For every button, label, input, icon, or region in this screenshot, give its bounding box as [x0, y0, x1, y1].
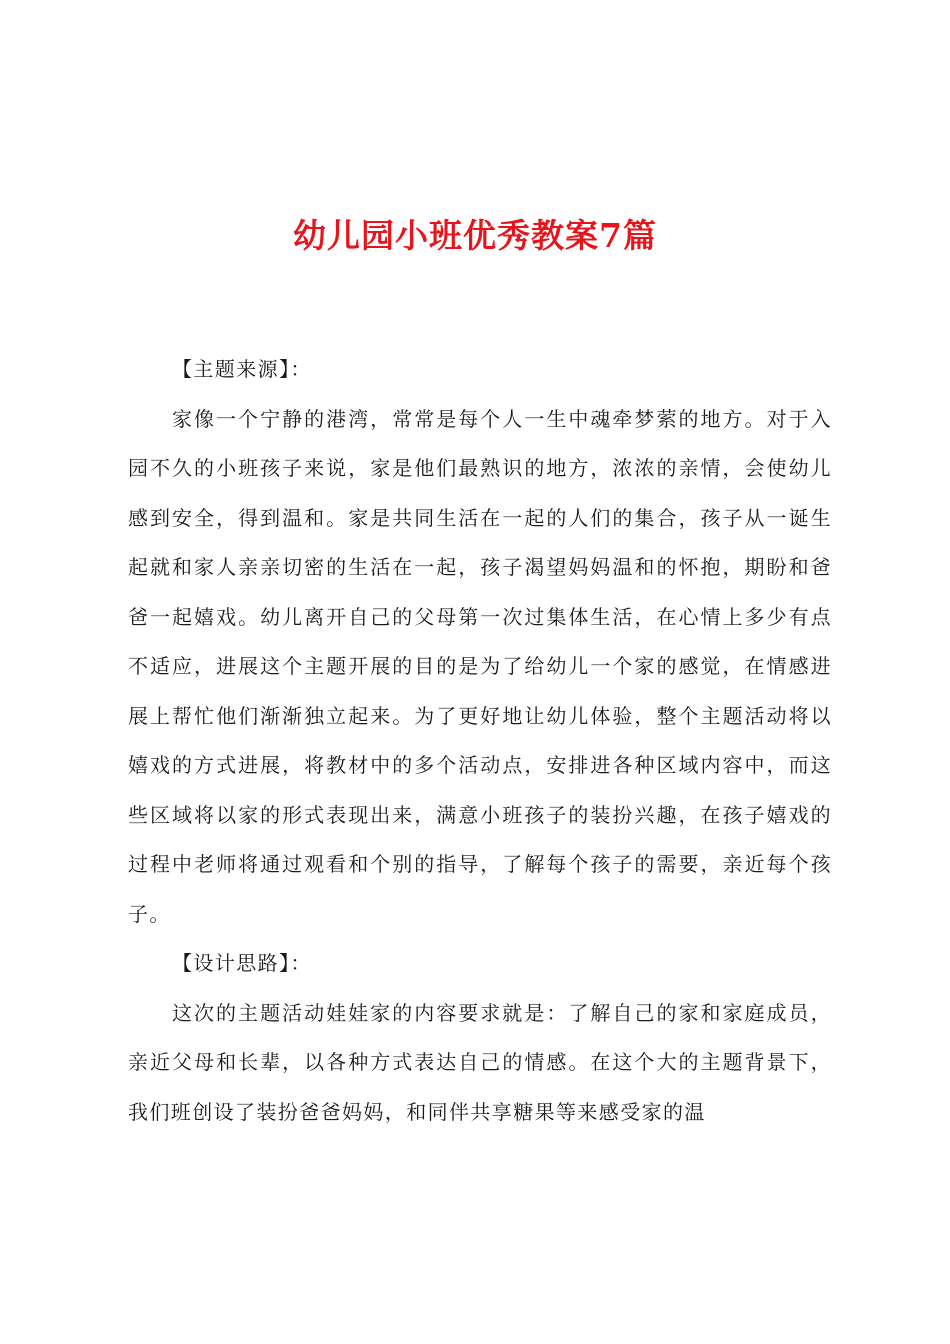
document-body [128, 345, 832, 1137]
section-heading-design-idea: 【设计思路】： [172, 951, 312, 975]
document-title: 幼儿园小班优秀教案7篇 [293, 216, 657, 255]
section-heading-topic-source: 【主题来源】： [172, 357, 312, 381]
section-paragraph-design-idea: 这次的主题活动娃娃家的内容要求就是：了解自己的家和家庭成员，亲近父母和长辈，以各种方式表达自己的情感。在这个大的主题背景下，我们班创设了装扮爸爸妈妈，和同伴共享糖果等来感受家的温 [128, 1000, 832, 1124]
section-paragraph-topic-source: 家像一个宁静的港湾，常常是每个人一生中魂牵梦萦的地方。对于入园不久的小班孩子来说，家是他们最熟识的地方，浓浓的亲情，会使幼儿感到安全，得到温和。家是共同生活在一起的人们的集合，孩子从一诞生起就和家人亲亲切密的生活在一起，孩子渴望妈妈温和的怀抱，期盼和爸爸一起嬉戏。幼儿离开自己的父母第一次过集体生活，在心情上多少有点不适应，进展这个主题开展的目的是为了给幼儿一个家的感觉，在情感进展上帮忙他们渐渐独立起来。为了更好地让幼儿体验，整个主题活动将以嬉戏的方式进展，将教材中的多个活动点，安排进各种区域内容中，而这些区域将以家的形式表现出来，满意小班孩子的装扮兴趣，在孩子嬉戏的过程中老师将通过观看和个别的指导，了解每个孩子的需要，亲近每个孩子。 [128, 406, 832, 926]
